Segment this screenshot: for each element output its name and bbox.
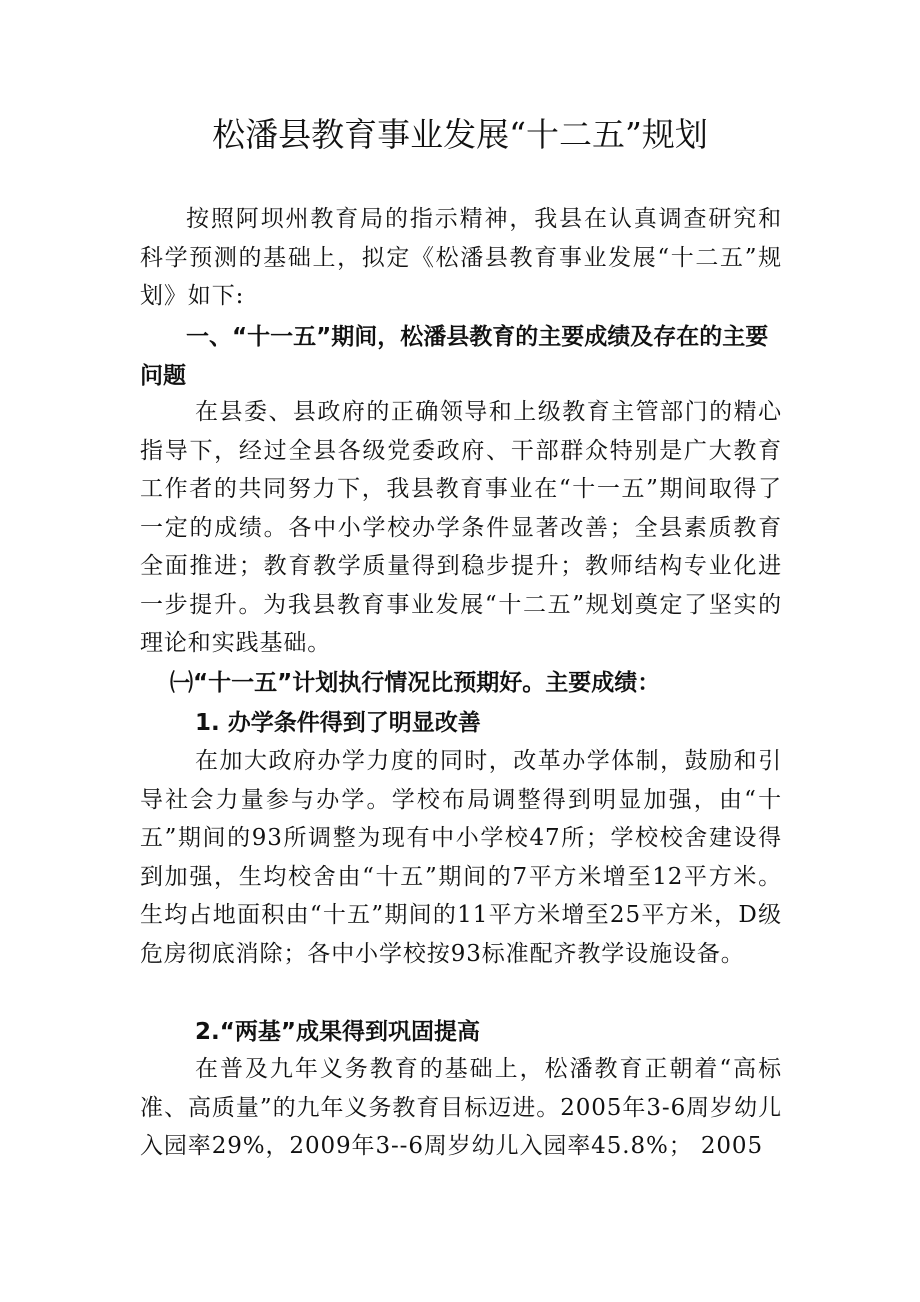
section-1-heading: 一、“十一五”期间，松潘县教育的主要成绩及存在的主要问题 [140,324,769,389]
document-title: 松潘县教育事业发展“十二五”规划 [212,115,708,154]
item-2-paragraph: 在普及九年义务教育的基础上，松潘教育正朝着“高标准、高质量”的九年义务教育目标迈进。2005年3-6周岁幼儿入园率29%，2009年3--6周岁幼儿入园率45.8%； 2005 [140,1056,782,1159]
section-1-paragraph: 在县委、县政府的正确领导和上级教育主管部门的精心指导下，经过全县各级党委政府、干部群众特别是广大教育工作者的共同努力下，我县教育事业在“十一五”期间取得了一定的成绩。各中小学校办学条件显著改善；全县素质教育全面推进；教育教学质量得到稳步提升；教师结构专业化进一步提升。为我县教育事业发展“十二五”规划奠定了坚实的理论和实践基础。 [140,399,782,656]
item-1-heading: 1. 办学条件得到了明显改善 [195,710,481,736]
intro-paragraph: 按照阿坝州教育局的指示精神，我县在认真调查研究和科学预测的基础上，拟定《松潘县教育事业发展“十二五”规划》如下: [140,206,782,309]
item-1-paragraph: 在加大政府办学力度的同时，改革办学体制，鼓励和引导社会力量参与办学。学校布局调整得到明显加强，由“十五”期间的93所调整为现有中小学校47所；学校校舍建设得到加强，生均校舍由“十五”期间的7平方米增至12平方米。生均占地面积由“十五”期间的11平方米增至25平方米，D级危房彻底消除；各中小学校按93标准配齐教学设施设备。 [140,748,782,967]
item-2-heading: 2.“两基”成果得到巩固提高 [195,1019,480,1045]
subsection-1-heading: ㈠“十一五”计划执行情况比预期好。主要成绩： [170,670,661,696]
